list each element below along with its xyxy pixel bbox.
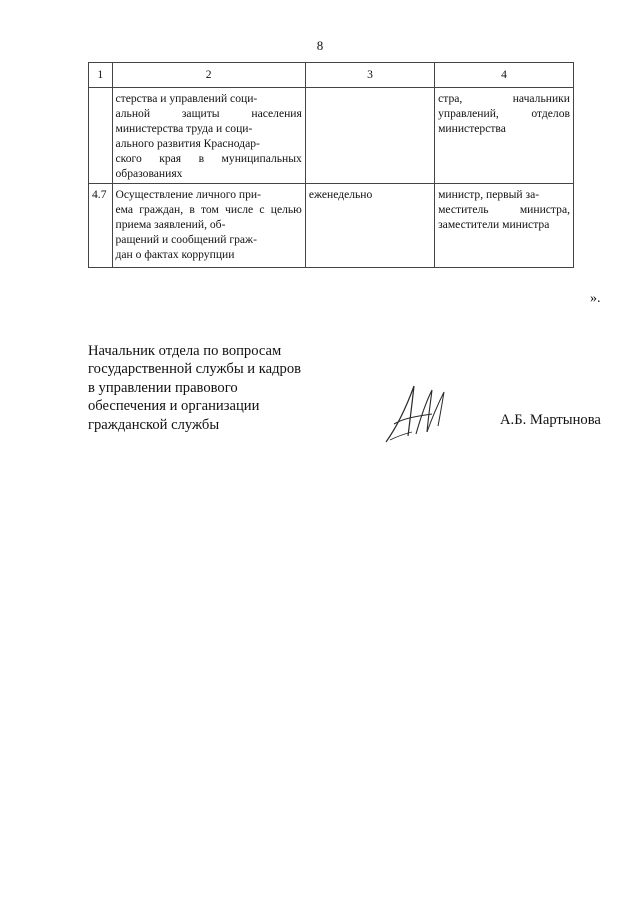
signatory-position — [88, 342, 301, 434]
position-line: в управлении правового — [88, 379, 238, 396]
closing-quote: ». — [590, 291, 601, 306]
column-header-4: 4 — [435, 63, 574, 88]
measure-cell: Осуществление личного при- ема граждан, в том числе с целью приема заявлений, об- ращений и сообщений граж- дан о фактах коррупции — [112, 184, 305, 268]
table-header-row — [89, 63, 574, 88]
column-header-1: 1 — [89, 63, 113, 88]
row-number-cell — [89, 88, 113, 184]
column-header-3: 3 — [305, 63, 434, 88]
responsible-cell: стра, начальники управлений, отделов министерства — [435, 88, 574, 184]
handwritten-signature — [378, 380, 458, 455]
period-cell: еженедельно — [305, 184, 434, 268]
table-row — [89, 88, 574, 184]
position-line: обеспечения и организации — [88, 398, 260, 415]
signatory-name: А.Б. Мартынова — [500, 412, 601, 428]
responsible-cell: министр, первый за- меститель министра, заместители министра — [435, 184, 574, 268]
column-header-2: 2 — [112, 63, 305, 88]
position-line: Начальник отдела по вопросам — [88, 343, 282, 359]
page-number: 8 — [316, 38, 324, 53]
position-line: гражданской службы — [88, 416, 220, 433]
plan-table — [88, 62, 574, 268]
position-line: государственной службы и кадров — [88, 361, 302, 378]
measure-cell: стерства и управлений соци- альной защиты населения министерства труда и соци- ального развития Краснодар- ского края в муниципальных образованиях — [112, 88, 305, 184]
period-cell — [305, 88, 434, 184]
row-number-cell: 4.7 — [89, 184, 113, 268]
signature-graphic — [378, 380, 458, 450]
table-row — [89, 184, 574, 268]
